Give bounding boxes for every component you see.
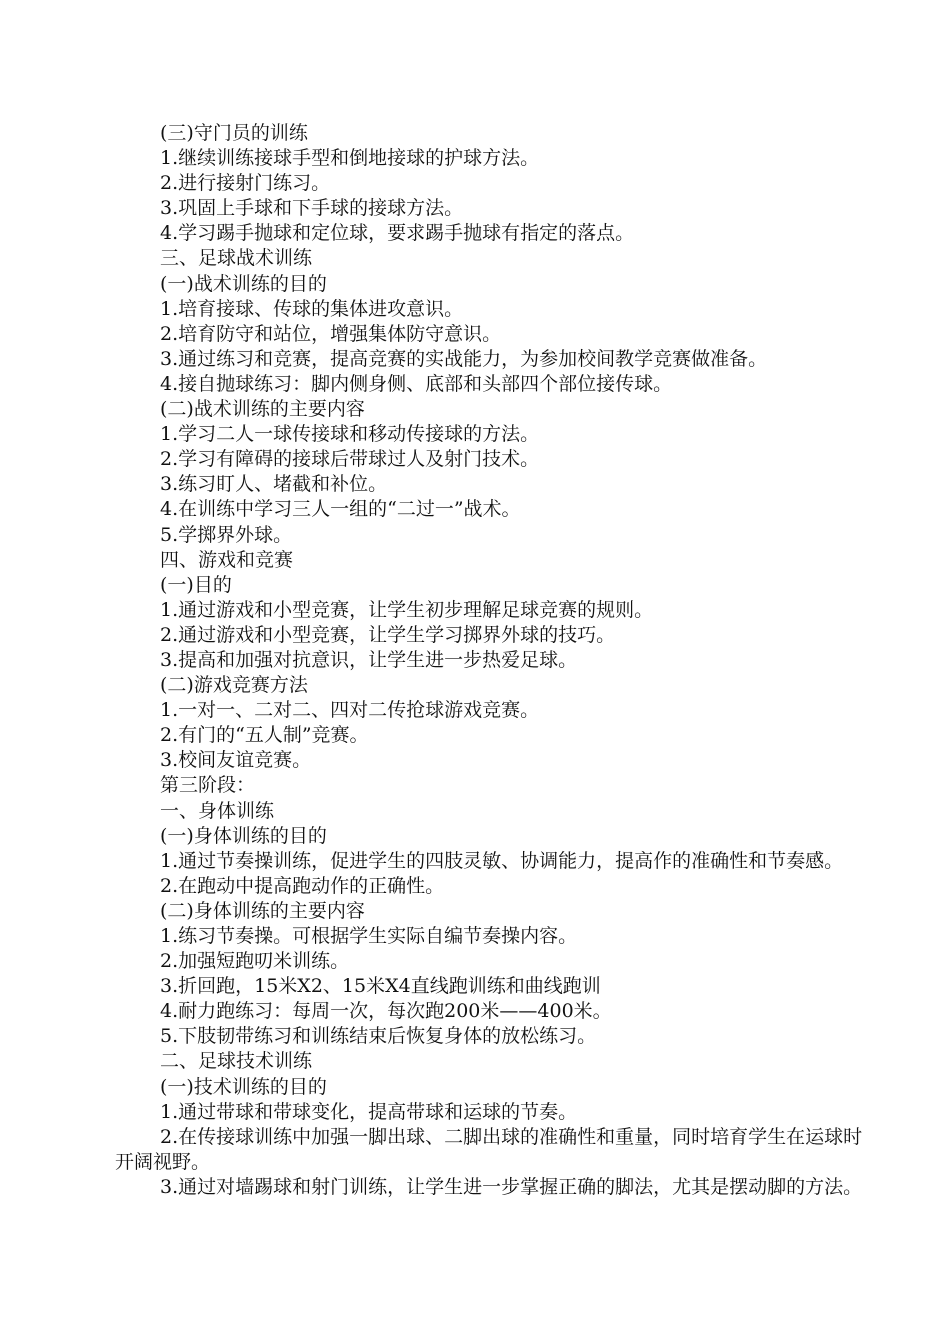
- paragraph-wrapped: 3.通过对墙踢球和射门训练，让学生进一步掌握正确的脚法，尤其是摆动脚的方法。: [160, 1175, 863, 1198]
- paragraph-line: 3.练习盯人、堵截和补位。: [160, 473, 388, 496]
- heading-games-method: (二)游戏竞赛方法: [160, 674, 308, 697]
- heading-games-purpose: (一)目的: [160, 573, 232, 596]
- heading-technique-purpose: (一)技术训练的目的: [160, 1075, 327, 1098]
- heading-tactical-training: 三、足球战术训练: [160, 247, 313, 270]
- paragraph-line: 3.校间友谊竞赛。: [160, 749, 312, 772]
- paragraph-line: 2.在跑动中提高跑动作的正确性。: [160, 874, 445, 897]
- heading-tactical-content: (二)战术训练的主要内容: [160, 398, 365, 421]
- paragraph-line: 1.继续训练接球手型和倒地接球的护球方法。: [160, 147, 540, 170]
- paragraph-wrapped: 1.通过节奏操训练，促进学生的四肢灵敏、协调能力，提高作的准确性和节奏感。: [160, 849, 844, 872]
- paragraph-wrapped: 2.在传接球训练中加强一脚出球、二脚出球的准确性和重量，同时培育学生在运球时开阔视野。: [115, 1125, 863, 1173]
- heading-physical-purpose: (一)身体训练的目的: [160, 824, 327, 847]
- paragraph-line: 4.学习踢手抛球和定位球，要求踢手抛球有指定的落点。: [160, 222, 635, 245]
- paragraph-line: 1.学习二人一球传接球和移动传接球的方法。: [160, 423, 540, 446]
- heading-goalkeeper-training: (三)守门员的训练: [160, 122, 308, 144]
- paragraph-line: 2.培育防守和站位，增强集体防守意识。: [160, 322, 502, 345]
- paragraph-line: 5.下肢韧带练习和训练结束后恢复身体的放松练习。: [160, 1025, 597, 1048]
- paragraph-line: 1.练习节奏操。可根据学生实际自编节奏操内容。: [160, 925, 578, 947]
- paragraph-line: 4.在训练中学习三人一组的“二过一”战术。: [160, 498, 521, 521]
- paragraph-line: 2.通过游戏和小型竞赛，让学生学习掷界外球的技巧。: [160, 623, 616, 646]
- paragraph-line: 2.学习有障碍的接球后带球过人及射门技术。: [160, 448, 540, 471]
- paragraph-line: 2.加强短跑叨米训练。: [160, 950, 350, 973]
- paragraph-line: 1.培育接球、传球的集体进攻意识。: [160, 297, 464, 320]
- paragraph-line: 4.耐力跑练习：每周一次，每次跑200米——400米。: [160, 1000, 612, 1023]
- paragraph-line: 3.折回跑，15米X2、15米X4直线跑训练和曲线跑训: [160, 975, 601, 998]
- heading-games-and-matches: 四、游戏和竞赛: [160, 548, 294, 571]
- paragraph-line: 1.通过带球和带球变化，提高带球和运球的节奏。: [160, 1100, 578, 1123]
- heading-football-technique: 二、足球技术训练: [160, 1050, 313, 1073]
- heading-third-stage: 第三阶段：: [160, 774, 256, 797]
- paragraph-line: 3.巩固上手球和下手球的接球方法。: [160, 197, 464, 220]
- document-body: [115, 121, 867, 1200]
- heading-tactical-purpose: (一)战术训练的目的: [160, 272, 327, 295]
- paragraph-line: 3.通过练习和竞赛，提高竞赛的实战能力，为参加校间教学竞赛做准备。: [160, 347, 768, 370]
- paragraph-line: 1.通过游戏和小型竞赛，让学生初步理解足球竞赛的规则。: [160, 598, 654, 621]
- paragraph-line: 2.进行接射门练习。: [160, 172, 331, 195]
- paragraph-line: 4.接自抛球练习：脚内侧身侧、底部和头部四个部位接传球。: [160, 372, 673, 395]
- paragraph-line: 1.一对一、二对二、四对二传抢球游戏竞赛。: [160, 699, 540, 722]
- paragraph-line: 2.有门的“五人制”竞赛。: [160, 724, 369, 747]
- paragraph-line: 3.提高和加强对抗意识，让学生进一步热爱足球。: [160, 648, 578, 671]
- heading-physical-content: (二)身体训练的主要内容: [160, 899, 365, 922]
- paragraph-line: 5.学掷界外球。: [160, 523, 293, 546]
- heading-physical-training: 一、身体训练: [160, 799, 275, 822]
